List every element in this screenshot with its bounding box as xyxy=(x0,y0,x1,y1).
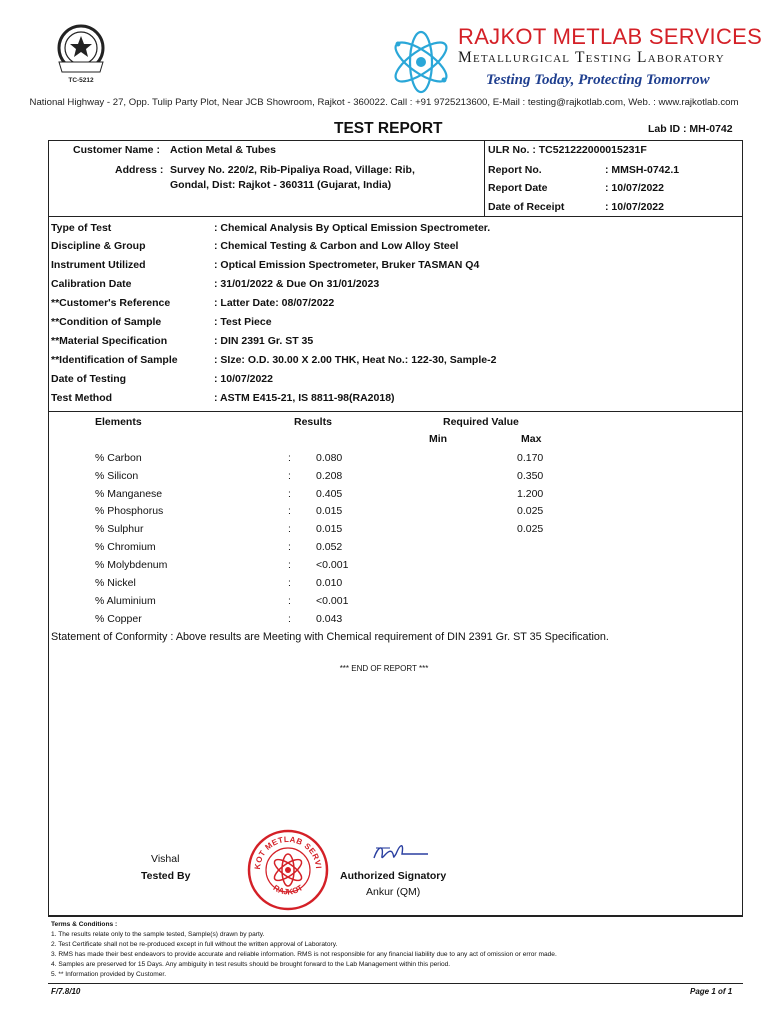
detail-label: Type of Test xyxy=(51,222,112,234)
report-no-label: Report No. xyxy=(488,164,542,176)
element-name: % Aluminium xyxy=(95,595,156,607)
detail-label: **Material Specification xyxy=(51,335,168,347)
separator: : xyxy=(288,523,291,535)
max-value: 1.200 xyxy=(517,488,544,500)
terms-item: 4. Samples are preserved for 15 Days. Any ambiguity in test results should be brought forward to the Lab Management within this period. xyxy=(51,961,451,968)
element-name: % Manganese xyxy=(95,488,163,500)
result-row xyxy=(95,577,595,594)
accreditation-logo xyxy=(50,22,112,88)
report-date-label: Report Date xyxy=(488,182,548,194)
element-name: % Phosphorus xyxy=(95,505,164,517)
company-atom-logo xyxy=(386,26,456,98)
detail-label: **Condition of Sample xyxy=(51,316,162,328)
result-value: 0.043 xyxy=(316,613,343,625)
result-row xyxy=(95,541,595,558)
result-row xyxy=(95,470,595,487)
detail-value: : SIze: O.D. 30.00 X 2.00 THK, Heat No.: 122-30, Sample-2 xyxy=(214,354,497,366)
element-name: % Molybdenum xyxy=(95,559,168,571)
detail-value: : Chemical Testing & Carbon and Low Alloy Steel xyxy=(214,240,459,252)
company-address: National Highway - 27, Opp. Tulip Party Plot, Near JCB Showroom, Rajkot - 360022. Call : +91 9725213600, E-Mail : testing@rajkotlab.com, Web. : www.rajkotlab.com xyxy=(29,97,739,108)
company-tagline: Testing Today, Protecting Tomorrow xyxy=(486,72,710,88)
detail-label: **Identification of Sample xyxy=(51,354,178,366)
max-value: 0.170 xyxy=(517,452,544,464)
result-value: <0.001 xyxy=(316,595,349,607)
element-name: % Copper xyxy=(95,613,142,625)
result-row xyxy=(95,559,595,576)
authorized-signatory-label: Authorized Signatory xyxy=(340,870,447,882)
form-number: F/7.8/10 xyxy=(51,987,81,996)
result-value: 0.015 xyxy=(316,505,343,517)
result-value: 0.015 xyxy=(316,523,343,535)
separator: : xyxy=(288,595,291,607)
separator: : xyxy=(288,559,291,571)
separator: : xyxy=(288,577,291,589)
terms-heading: Terms & Conditions : xyxy=(51,921,118,928)
result-row xyxy=(95,613,595,630)
result-value: <0.001 xyxy=(316,559,349,571)
customer-address-line2: Gondal, Dist: Rajkot - 360311 (Gujarat, India) xyxy=(170,179,392,191)
col-results: Results xyxy=(294,416,332,428)
footer-divider xyxy=(48,983,743,984)
divider xyxy=(48,411,743,412)
customer-address-label: Address : xyxy=(115,164,164,176)
terms-item: 5. ** Information provided by Customer. xyxy=(51,971,167,978)
separator: : xyxy=(288,541,291,553)
company-subtitle: Metallurgical Testing Laboratory xyxy=(458,49,725,66)
col-required: Required Value xyxy=(443,416,519,428)
separator: : xyxy=(288,488,291,500)
detail-label: Calibration Date xyxy=(51,278,132,290)
lab-seal-stamp xyxy=(246,828,330,912)
customer-name: Action Metal & Tubes xyxy=(170,144,276,156)
detail-value: : Latter Date: 08/07/2022 xyxy=(214,297,335,309)
element-name: % Chromium xyxy=(95,541,156,553)
result-value: 0.052 xyxy=(316,541,343,553)
tested-by-name: Vishal xyxy=(151,853,180,865)
detail-value: : Optical Emission Spectrometer, Bruker TASMAN Q4 xyxy=(214,259,480,271)
accred-code: TC-5212 xyxy=(68,77,94,84)
detail-value: : 31/01/2022 & Due On 31/01/2023 xyxy=(214,278,380,290)
end-of-report: *** END OF REPORT *** xyxy=(339,664,429,673)
detail-value: : Test Piece xyxy=(214,316,272,328)
ulr-number: ULR No. : TC521222000015231F xyxy=(488,144,647,156)
element-name: % Nickel xyxy=(95,577,136,589)
report-title: TEST REPORT xyxy=(334,120,443,137)
result-row xyxy=(95,488,595,505)
col-elements: Elements xyxy=(95,416,142,428)
terms-item: 1. The results relate only to the sample tested, Sample(s) drawn by party. xyxy=(51,931,265,938)
seal-city: RAJKOT xyxy=(271,883,305,897)
result-value: 0.010 xyxy=(316,577,343,589)
seal-text: KOT METLAB SERVI xyxy=(252,834,324,870)
detail-label: Test Method xyxy=(51,392,113,404)
col-min: Min xyxy=(429,433,448,445)
detail-value: : Chemical Analysis By Optical Emission Spectrometer. xyxy=(214,222,491,234)
lab-id: Lab ID : MH-0742 xyxy=(648,123,733,135)
detail-value: : DIN 2391 Gr. ST 35 xyxy=(214,335,314,347)
max-value: 0.025 xyxy=(517,523,544,535)
separator: : xyxy=(288,505,291,517)
report-no-value: : MMSH-0742.1 xyxy=(605,164,680,176)
svg-text:RAJKOT xyxy=(272,883,305,896)
receipt-date-value: : 10/07/2022 xyxy=(605,201,664,213)
receipt-date-label: Date of Receipt xyxy=(488,201,565,213)
result-row xyxy=(95,505,595,522)
page-number: Page 1 of 1 xyxy=(690,987,733,996)
terms-item: 3. RMS has made their best endeavors to provide accurate and reliable information. RMS is not responsible for any financial liability due to any act of omission or error made. xyxy=(51,951,557,958)
customer-name-label: Customer Name : xyxy=(73,144,160,156)
authorized-signatory-name: Ankur (QM) xyxy=(366,886,421,898)
signature-graphic xyxy=(370,838,430,866)
company-name: RAJKOT METLAB SERVICES xyxy=(458,24,763,49)
max-value: 0.350 xyxy=(517,470,544,482)
detail-label: Date of Testing xyxy=(51,373,127,385)
max-value: 0.025 xyxy=(517,505,544,517)
col-max: Max xyxy=(521,433,542,445)
detail-value: : ASTM E415-21, IS 8811-98(RA2018) xyxy=(214,392,395,404)
conformity-statement: Statement of Conformity : Above results are Meeting with Chemical requirement of DIN 2391 Gr. ST 35 Specification. xyxy=(51,631,609,643)
divider xyxy=(484,140,485,216)
separator: : xyxy=(288,613,291,625)
svg-text:RAJKOT METLAB SERVICES xyxy=(246,828,323,870)
detail-label: Instrument Utilized xyxy=(51,259,146,271)
element-name: % Sulphur xyxy=(95,523,144,535)
detail-value: : 10/07/2022 xyxy=(214,373,273,385)
result-value: 0.405 xyxy=(316,488,343,500)
detail-label: Discipline & Group xyxy=(51,240,146,252)
result-value: 0.208 xyxy=(316,470,343,482)
report-date-value: : 10/07/2022 xyxy=(605,182,664,194)
detail-label: **Customer's Reference xyxy=(51,297,171,309)
element-name: % Carbon xyxy=(95,452,142,464)
separator: : xyxy=(288,470,291,482)
divider xyxy=(48,916,743,917)
separator: : xyxy=(288,452,291,464)
result-value: 0.080 xyxy=(316,452,343,464)
element-name: % Silicon xyxy=(95,470,139,482)
terms-item: 2. Test Certificate shall not be re-produced except in full without the written approval of Laboratory. xyxy=(51,941,338,948)
customer-address-line1: Survey No. 220/2, Rib-Pipaliya Road, Village: Rib, xyxy=(170,164,415,176)
result-row xyxy=(95,595,595,612)
divider xyxy=(48,216,743,217)
result-row xyxy=(95,452,595,469)
result-row xyxy=(95,523,595,540)
tested-by-label: Tested By xyxy=(141,870,191,882)
